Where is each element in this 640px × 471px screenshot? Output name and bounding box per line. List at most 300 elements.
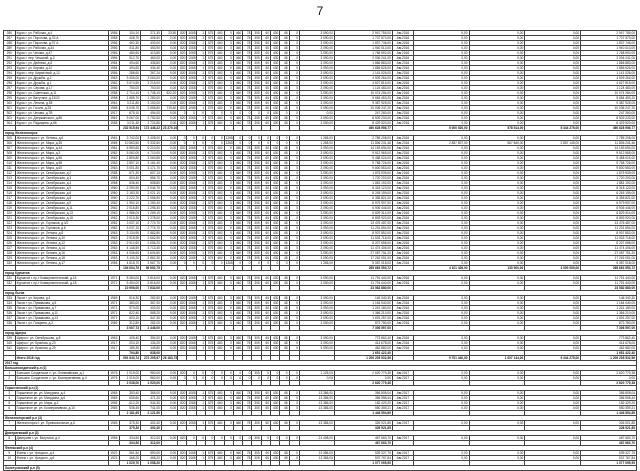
table-cell: 10 036 247,20 — [334, 106, 392, 111]
table-cell: 430 — [271, 51, 280, 56]
table-cell: 0,00 — [161, 226, 177, 231]
table-cell: 0,00 — [161, 116, 177, 121]
table-cell: Железногорск г. ул. Мира, д.56 — [15, 156, 108, 161]
table-cell: 0 — [187, 371, 196, 376]
table-cell: 0 — [224, 246, 233, 251]
table-cell: 820 — [178, 246, 187, 251]
table-cell: 0,00 — [469, 31, 525, 36]
table-cell: 0,00 — [469, 246, 525, 251]
table-cell: 320 — [4, 211, 16, 216]
table-cell: 0 — [289, 171, 299, 176]
table-cell: 60 — [261, 281, 270, 286]
table-cell: 0 — [233, 141, 242, 146]
table-cell: 3 090,00 — [300, 216, 335, 221]
table-cell: 60 — [261, 341, 270, 346]
table-cell: Авг.2016 — [392, 186, 413, 191]
table-cell: 5 000 520,00 — [413, 126, 469, 131]
table-cell: 78 — [243, 341, 252, 346]
table-cell: 11 806 241,46 — [581, 141, 637, 146]
table-cell: 6 245 199,00 — [334, 191, 392, 196]
table-cell: 575 — [206, 251, 215, 256]
table-cell: 460 — [233, 146, 242, 151]
table-cell: 1 — [196, 346, 205, 351]
table-cell: Авг.2016 — [392, 201, 413, 206]
table-cell: 460 — [233, 91, 242, 96]
table-cell: 1 685,70 — [120, 96, 141, 101]
table-cell: Железногорск г. ул. Ленина, д.17 — [15, 261, 108, 266]
table-cell: 78 — [243, 421, 252, 426]
table-cell: 460 — [215, 201, 224, 206]
table-cell: 305 — [252, 226, 261, 231]
table-cell: 460 — [233, 101, 242, 106]
table-cell: 460 — [215, 406, 224, 411]
table-cell: 0 — [206, 136, 215, 141]
table-cell: 430 — [271, 176, 280, 181]
table-cell: 1 — [196, 86, 205, 91]
table-cell: 0 — [224, 341, 233, 346]
table-cell: 60 — [261, 46, 270, 51]
table-cell: Авг.2016 — [392, 171, 413, 176]
table-cell: 60 — [261, 206, 270, 211]
table-cell: 48 — [280, 181, 289, 186]
table-cell: 48 — [280, 336, 289, 341]
table-cell: 575 — [206, 421, 215, 426]
table-cell: 0,00 — [413, 251, 469, 256]
table-cell: 430,00 — [141, 41, 162, 46]
table-cell: 356 958,44 — [334, 396, 392, 401]
table-cell: 0,00 — [161, 296, 177, 301]
table-cell: 0 — [271, 436, 280, 441]
page-number: 7 — [316, 4, 324, 18]
table-cell: 0 — [289, 261, 299, 266]
table-cell: Железногорск г. ул. Октябрьская, д.2 — [15, 171, 108, 176]
table-cell: 575 — [206, 346, 215, 351]
table-cell: 324 — [4, 231, 16, 236]
table-cell: 0,00 — [469, 346, 525, 351]
table-cell: 1 — [196, 341, 205, 346]
table-cell: Авг.2016 — [392, 111, 413, 116]
table-cell: 48 — [280, 81, 289, 86]
table-cell: 1963 — [108, 246, 120, 251]
table-cell: 60 — [261, 101, 270, 106]
table-cell: 460 — [215, 96, 224, 101]
table-cell: 537 767,84 — [581, 456, 637, 461]
table-cell: 3 090,00 — [300, 51, 335, 56]
table-cell: 4 627 815,00 — [581, 81, 637, 86]
table-cell: 0,00 — [413, 116, 469, 121]
table-cell: 3 090,00 — [300, 221, 335, 226]
table-cell: Авг.2016 — [392, 46, 413, 51]
table-cell: 0 — [280, 136, 289, 141]
table-cell: 575 — [206, 396, 215, 401]
table-cell: 60 — [261, 296, 270, 301]
table-cell: 820 — [178, 116, 187, 121]
table-cell: Авг.2016 — [392, 216, 413, 221]
table-cell: 1 748,10 — [141, 91, 162, 96]
table-cell: 0,00 — [161, 111, 177, 116]
table-cell: 4 036,60 — [120, 251, 141, 256]
table-cell: 60 — [261, 176, 270, 181]
table-cell: 460 — [215, 171, 224, 176]
table-cell: 60 — [261, 211, 270, 216]
table-cell: 1 691 257,00 — [334, 316, 392, 321]
table-cell: 60 — [261, 151, 270, 156]
table-cell: 8 207 658,00 — [334, 241, 392, 246]
table-cell: 1 837 746,00 — [334, 41, 392, 46]
table-cell: 0 — [271, 376, 280, 381]
table-cell: 1065 — [188, 236, 196, 240]
table-cell: 536,45 — [120, 406, 141, 411]
table-cell: 48 — [280, 116, 289, 121]
table-cell: 305 — [252, 101, 261, 106]
table-cell: 1965 — [108, 391, 120, 396]
table-cell: 0,00 — [161, 336, 177, 341]
table-cell: 430 — [271, 391, 280, 396]
table-cell: 575 — [206, 456, 215, 461]
section-title: Дмитриевский р-н (3) — [4, 431, 637, 436]
table-cell: 0,00 — [161, 186, 177, 191]
table-cell: 1065 — [188, 276, 196, 280]
table-cell: Авг.2016 — [392, 311, 413, 316]
table-cell: 820 — [178, 121, 187, 126]
table-cell: 310 — [4, 161, 16, 166]
table-cell: 272 205,97 — [141, 356, 162, 361]
table-cell: 820 — [178, 151, 187, 156]
table-cell: 460 — [233, 256, 242, 261]
table-cell: 3 090,00 — [300, 231, 335, 236]
table-cell: 1 866 883,00 — [334, 61, 392, 66]
table-cell: 430 — [271, 451, 280, 456]
table-cell: 3 090,00 — [300, 251, 335, 256]
table-cell: 287 — [4, 36, 16, 41]
table-cell: 326 921,85 — [581, 421, 637, 426]
table-cell: 1971 — [108, 311, 120, 316]
table-cell: 1 856 626,00 — [581, 66, 637, 71]
table-cell: 1 940 013,00 — [581, 46, 637, 51]
table-cell: 1958 — [108, 121, 120, 126]
table-cell: 430 — [271, 116, 280, 121]
table-cell: 537 767,84 — [334, 456, 392, 461]
table-cell: 430 — [271, 276, 280, 281]
table-cell: 305 — [252, 116, 261, 121]
table-cell: 3 816,00 — [141, 281, 162, 286]
table-cell: Железногорск г. ул. Ленина, д.6 — [15, 136, 108, 141]
table-cell: Льгов г. ул. Примакова, д.13 — [15, 316, 108, 321]
table-cell: Курск г. ул. Кирова, д.12 — [15, 66, 108, 71]
table-cell: Авг.2016 — [392, 156, 413, 161]
table-cell: 0,00 — [469, 91, 525, 96]
table-cell: 0,00 — [469, 71, 525, 76]
table-cell: 337 — [4, 316, 16, 321]
table-cell: 3 090,00 — [300, 121, 335, 126]
table-cell: 1 — [196, 146, 205, 151]
table-cell: 10 563,50 — [120, 141, 141, 146]
table-cell: 550 359,21 — [334, 406, 392, 411]
table-cell: 820 — [178, 196, 187, 201]
table-cell: 0,00 — [161, 371, 177, 376]
table-cell: 1065 — [188, 306, 196, 310]
table-cell: Железногорск г. ул. Октябрьская, д.13 — [15, 211, 108, 216]
table-cell: 305 — [252, 391, 261, 396]
table-cell: 820 — [178, 96, 187, 101]
table-cell: 0,00 — [525, 31, 581, 36]
table-cell: 0 — [243, 376, 252, 381]
table-cell: 3 171,70 — [141, 166, 162, 171]
table-cell: 0 — [224, 171, 233, 176]
table-cell: Курчатов г. пр-т Коммунистический, д.18 — [15, 281, 108, 286]
table-cell: 305 — [252, 41, 261, 46]
table-cell: 1 — [196, 201, 205, 206]
table-cell: 0,00 — [413, 301, 469, 306]
table-cell: 820 — [178, 56, 187, 61]
table-cell: Льгов г. ул. Кирова, д.4 — [15, 296, 108, 301]
capital-repair-table — [3, 30, 637, 471]
table-cell: 1961 — [108, 146, 120, 151]
table-cell: 0 — [289, 101, 299, 106]
table-cell: 612,20 — [120, 401, 141, 406]
table-cell: 0,00 — [525, 36, 581, 41]
table-cell: 0 — [224, 421, 233, 426]
table-cell: 460 — [215, 311, 224, 316]
table-cell: 0,00 — [413, 261, 469, 266]
table-cell: 430 — [271, 96, 280, 101]
table-cell: 460 — [215, 121, 224, 126]
table-cell: 1 — [196, 51, 205, 56]
table-cell: 104,10 — [120, 31, 141, 36]
table-cell: 3 215,00 — [141, 81, 162, 86]
table-cell: 820 — [178, 251, 187, 256]
table-cell: 1963 — [108, 161, 120, 166]
table-cell: 3 090,00 — [300, 81, 335, 86]
table-cell: 11 791 440,00 — [334, 281, 392, 286]
table-cell: 1 141 026,00 — [334, 71, 392, 76]
table-cell: 6 045,70 — [120, 106, 141, 111]
table-cell: 0,00 — [161, 56, 177, 61]
table-cell: 297 — [4, 86, 16, 91]
table-cell: 575 — [206, 281, 215, 286]
table-cell: 78 — [243, 221, 252, 226]
table-cell: 4 509 264,00 — [581, 76, 637, 81]
table-cell: 78 — [243, 46, 252, 51]
table-cell: 1 — [196, 36, 205, 41]
table-cell: 550 359,21 — [581, 406, 637, 411]
table-cell: 2 882,80 — [141, 231, 162, 236]
table-cell: 0,00 — [525, 391, 581, 396]
table-cell: 0 — [289, 211, 299, 216]
table-cell: 60 — [261, 56, 270, 61]
table-cell: 0 — [289, 376, 299, 381]
table-cell: 2 862,30 — [141, 256, 162, 261]
table-cell: 78 — [243, 391, 252, 396]
table-cell: 0,00 — [525, 136, 581, 141]
table-cell: 311 — [4, 166, 16, 171]
table-cell: 0 — [280, 436, 289, 441]
table-cell: 1962 — [108, 216, 120, 221]
table-cell: 0,00 — [469, 136, 525, 141]
table-cell: 0 — [215, 136, 224, 141]
table-cell: 1065 — [188, 231, 196, 235]
table-cell: 6 906 446,00 — [581, 206, 637, 211]
table-cell: 1 — [196, 336, 205, 341]
table-cell: 2 010,30 — [120, 216, 141, 221]
table-cell: 1962 — [108, 206, 120, 211]
table-cell: 1 875 939,00 — [581, 171, 637, 176]
table-cell: Авг.2017 — [392, 371, 413, 376]
table-cell: 3 090,00 — [300, 301, 335, 306]
table-cell: 0,00 — [469, 206, 525, 211]
table-cell: 0 — [224, 436, 233, 441]
table-cell: 0,00 — [161, 76, 177, 81]
table-cell: 0 — [289, 76, 299, 81]
table-cell: 305 — [252, 171, 261, 176]
table-cell: 1065 — [188, 336, 196, 340]
table-cell: 430 — [271, 216, 280, 221]
table-cell: 460 — [233, 321, 242, 326]
table-cell: 1065 — [188, 226, 196, 230]
table-cell: 0 — [289, 106, 299, 111]
table-cell: 26 183,75 — [162, 356, 178, 360]
table-cell: 5 — [4, 401, 16, 406]
table-cell: 0 — [178, 376, 187, 381]
table-cell: 1 — [196, 56, 205, 61]
table-cell: 6 979 907,00 — [581, 201, 637, 206]
table-cell: 0 — [224, 71, 233, 76]
table-cell: 1065 — [188, 246, 196, 250]
table-cell: 1 — [196, 101, 205, 106]
table-cell: 820 — [178, 81, 187, 86]
table-cell: 0 — [289, 136, 299, 141]
table-cell: 1065 — [188, 251, 196, 255]
table-cell: 60 — [261, 401, 270, 406]
table-cell: 3 090,00 — [300, 76, 335, 81]
table-cell: 305 — [252, 221, 261, 226]
table-cell: 1 — [196, 231, 205, 236]
table-cell: 0,00 — [413, 391, 469, 396]
table-cell: 0 — [289, 236, 299, 241]
table-cell: 60 — [261, 346, 270, 351]
table-cell: 8 — [4, 436, 16, 441]
table-cell: 0 — [261, 376, 270, 381]
table-cell: 0,00 — [469, 191, 525, 196]
table-cell: 0,00 — [525, 86, 581, 91]
table-cell: 0 — [289, 396, 299, 401]
table-cell: 1 — [196, 41, 205, 46]
table-cell: 265 663 553,72 — [334, 266, 392, 271]
table-cell: Железногорск г. ул. Октябрьская, д.9 — [15, 201, 108, 206]
table-cell: 773 862,40 — [334, 336, 392, 341]
table-cell: 1961 — [108, 136, 120, 141]
table-cell: 575 — [206, 91, 215, 96]
table-cell: 430 — [271, 61, 280, 66]
table-cell: 1 881 192,00 — [581, 181, 637, 186]
table-cell: 2 044,70 — [141, 186, 162, 191]
table-cell: 356 808,04 — [581, 391, 637, 396]
table-cell: 0 — [243, 111, 252, 116]
table-cell: Авг.2016 — [392, 176, 413, 181]
table-cell: 0,00 — [161, 201, 177, 206]
table-cell: 820 — [178, 451, 187, 456]
table-cell: 78 — [243, 171, 252, 176]
table-cell: 1962 — [108, 156, 120, 161]
table-cell: 1 651 422,40 — [334, 351, 392, 356]
table-cell: 78 — [243, 406, 252, 411]
table-cell: 293 — [4, 66, 16, 71]
table-cell: 0,00 — [413, 36, 469, 41]
table-cell: 11 474 406,00 — [334, 246, 392, 251]
table-cell: 0,00 — [469, 236, 525, 241]
table-cell: 1065 — [188, 101, 196, 105]
table-cell: 60 — [261, 226, 270, 231]
table-cell: 0,00 — [413, 451, 469, 456]
table-cell: 0,00 — [161, 211, 177, 216]
table-cell: 1 720 203,00 — [581, 176, 637, 181]
table-cell: 0,00 — [525, 436, 581, 441]
table-cell: 305 — [252, 161, 261, 166]
table-cell: 2 897,10 — [120, 161, 141, 166]
table-cell: 430 — [271, 236, 280, 241]
table-cell: 78 — [243, 401, 252, 406]
table-cell: 305 — [252, 241, 261, 246]
table-cell: 48 — [280, 161, 289, 166]
table-cell: 0 — [224, 221, 233, 226]
table-cell: 0,00 — [413, 156, 469, 161]
table-cell: 511,80 — [120, 46, 141, 51]
table-cell: 430 — [271, 41, 280, 46]
table-cell: 430 — [271, 281, 280, 286]
table-cell: Авг.2016 — [392, 206, 413, 211]
table-cell: 0,00 — [525, 371, 581, 376]
table-cell: 0 — [206, 436, 215, 441]
table-cell: 6 829 314,00 — [581, 211, 637, 216]
table-cell: 48 — [280, 301, 289, 306]
table-cell: 460 — [215, 456, 224, 461]
table-cell: 0 — [224, 216, 233, 221]
table-cell: 305 — [252, 251, 261, 256]
table-cell: 460 — [215, 66, 224, 71]
table-cell: 60 — [261, 256, 270, 261]
table-cell: 0,00 — [413, 96, 469, 101]
table-cell: 468,20 — [141, 456, 162, 461]
table-cell: 0 — [224, 401, 233, 406]
table-cell: 820 — [178, 226, 187, 231]
table-cell: 820 — [178, 406, 187, 411]
table-cell: 0 — [289, 111, 299, 116]
table-cell: 471,20 — [141, 396, 162, 401]
table-cell: 0,00 — [469, 156, 525, 161]
table-cell: 48 — [280, 66, 289, 71]
table-cell: 0,00 — [161, 41, 177, 46]
table-cell: 0,00 — [469, 46, 525, 51]
table-cell: 1 — [196, 251, 205, 256]
table-cell: 0,00 — [413, 121, 469, 126]
table-cell: Курчатов г. пр-т Коммунистический, д.16 — [15, 276, 108, 281]
table-cell: 575 — [206, 61, 215, 66]
table-cell: 0,00 — [525, 181, 581, 186]
table-cell: 7 632,00 — [141, 286, 162, 291]
table-cell: 460 — [215, 306, 224, 311]
table-cell: 0 — [289, 156, 299, 161]
table-cell: 78 — [243, 346, 252, 351]
table-cell: 512,70 — [120, 56, 141, 61]
table-cell: 565,20 — [141, 311, 162, 316]
table-cell: 1065 — [188, 31, 196, 35]
table-cell: Авг.2016 — [392, 236, 413, 241]
table-cell: 322 — [4, 221, 16, 226]
table-cell: 1963 — [108, 241, 120, 246]
table-cell: 1 366 210,00 — [334, 311, 392, 316]
table-cell: 2 021,10 — [141, 191, 162, 196]
table-cell: 820 — [178, 201, 187, 206]
